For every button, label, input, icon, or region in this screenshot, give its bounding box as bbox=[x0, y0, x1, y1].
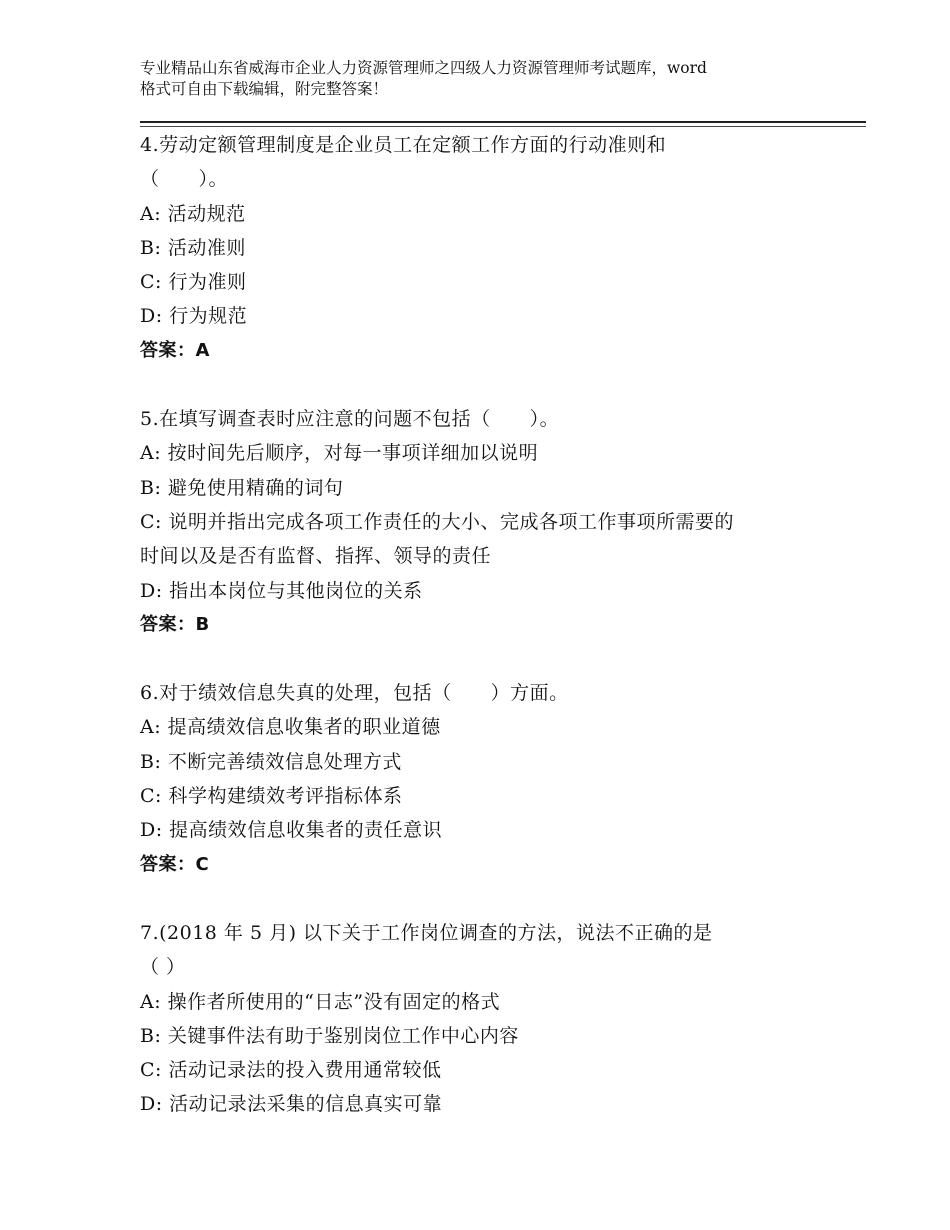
option-a: A: 按时间先后顺序，对每一事项详细加以说明 bbox=[140, 442, 539, 465]
option-b: B: 活动准则 bbox=[140, 236, 246, 259]
question-text-line: 4.劳动定额管理制度是企业员工在定额工作方面的行动准则和 bbox=[140, 134, 667, 156]
header-line-2: 格式可自由下载编辑，附完整答案！ bbox=[140, 80, 389, 98]
spacer bbox=[140, 368, 840, 402]
option-a: A: 活动规范 bbox=[140, 202, 246, 225]
answer: 答案：B bbox=[140, 613, 210, 635]
question-text-line: 6.对于绩效信息失真的处理，包括（ ）方面。 bbox=[140, 682, 569, 705]
option-c: C: 科学构建绩效考评指标体系 bbox=[140, 785, 403, 808]
option-c: C: 活动记录法的投入费用通常较低 bbox=[140, 1059, 442, 1082]
question-5 bbox=[140, 402, 840, 642]
question-list bbox=[140, 128, 840, 1122]
answer: 答案：A bbox=[140, 339, 210, 361]
option-d: D: 活动记录法采集的信息真实可靠 bbox=[140, 1093, 443, 1116]
option-d: D: 提高绩效信息收集者的责任意识 bbox=[140, 819, 443, 842]
answer: 答案：C bbox=[140, 853, 210, 875]
option-b: B: 避免使用精确的词句 bbox=[140, 476, 344, 499]
question-7 bbox=[140, 916, 840, 1122]
question-text-line: 5.在填写调查表时应注意的问题不包括（ ）。 bbox=[140, 408, 560, 431]
question-4 bbox=[140, 128, 840, 368]
spacer bbox=[140, 882, 840, 916]
option-c: C: 行为准则 bbox=[140, 271, 247, 294]
question-text-line: 7.(2018 年 5 月) 以下关于工作岗位调查的方法，说法不正确的是 bbox=[140, 921, 713, 944]
option-a: A: 操作者所使用的“日志”没有固定的格式 bbox=[140, 990, 501, 1013]
option-b: B: 不断完善绩效信息处理方式 bbox=[140, 750, 402, 773]
header-divider-thick bbox=[140, 121, 866, 123]
option-c: C: 说明并指出完成各项工作责任的大小、完成各项工作事项所需要的 bbox=[140, 510, 734, 533]
option-d: D: 指出本岗位与其他岗位的关系 bbox=[140, 579, 423, 602]
question-text-line: （ ）。 bbox=[140, 168, 229, 191]
header-divider-thin bbox=[140, 126, 866, 127]
question-6 bbox=[140, 676, 840, 882]
question-text-line: （ ） bbox=[140, 956, 186, 979]
option-b: B: 关键事件法有助于鉴别岗位工作中心内容 bbox=[140, 1024, 519, 1047]
option-c-continued: 时间以及是否有监督、指挥、领导的责任 bbox=[140, 545, 492, 568]
document-header bbox=[140, 58, 840, 100]
header-line-1: 专业精品山东省威海市企业人力资源管理师之四级人力资源管理师考试题库，word bbox=[140, 59, 707, 77]
option-a: A: 提高绩效信息收集者的职业道德 bbox=[140, 716, 441, 739]
spacer bbox=[140, 642, 840, 676]
option-d: D: 行为规范 bbox=[140, 305, 248, 328]
